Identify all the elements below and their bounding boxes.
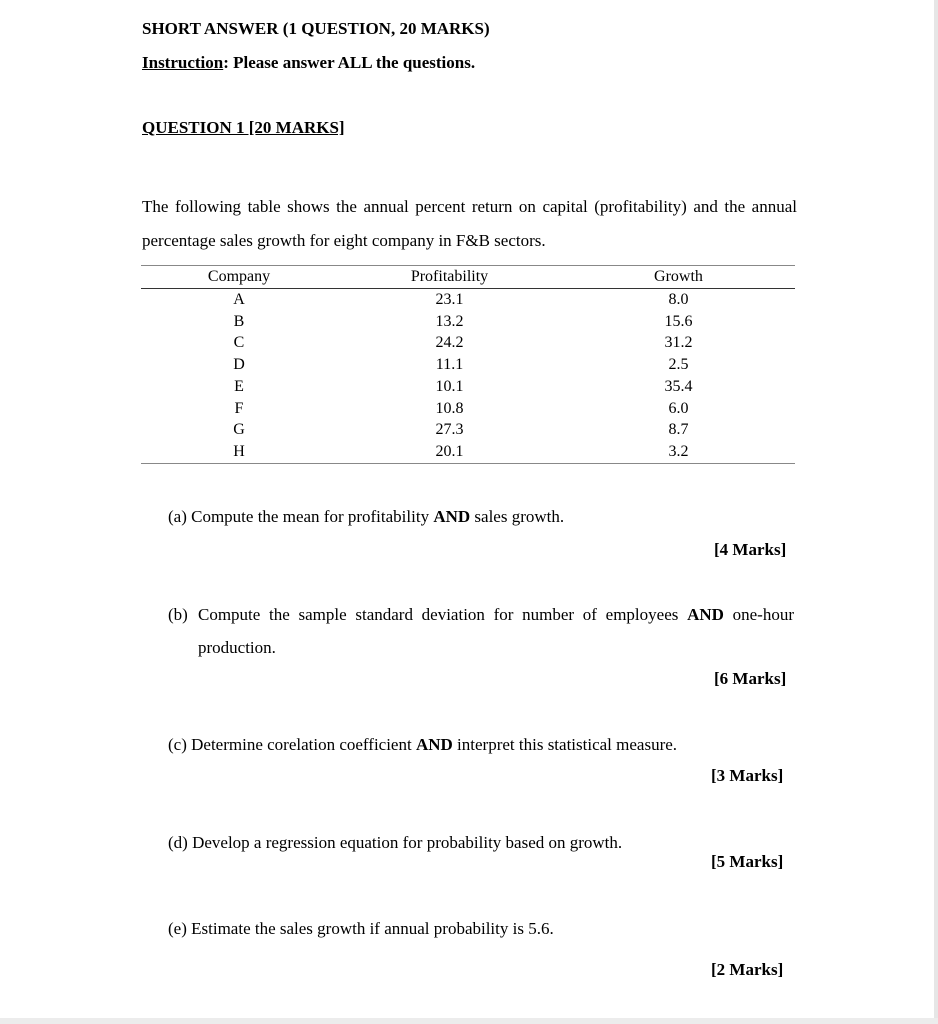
cell-profitability: 10.1 xyxy=(435,377,464,395)
column-header-company: Company xyxy=(141,266,337,289)
marks-a: [4 Marks] xyxy=(714,540,787,559)
cell-growth: 2.5 xyxy=(668,356,689,374)
cell-profitability: 24.2 xyxy=(435,334,464,352)
table-row xyxy=(141,311,795,333)
table-row xyxy=(141,289,795,311)
question-d xyxy=(168,826,728,859)
page-edge-right xyxy=(934,0,938,1024)
cell-profitability: 23.1 xyxy=(435,291,464,308)
column-header-growth: Growth xyxy=(562,266,795,289)
cell-growth: 31.2 xyxy=(664,334,693,352)
intro-paragraph xyxy=(142,190,797,258)
question-a-bold: AND xyxy=(433,507,471,526)
cell-company: G xyxy=(233,421,245,439)
table-row xyxy=(141,441,795,463)
question-b-body xyxy=(168,598,794,664)
question-c-text-after: interpret this statistical measure. xyxy=(452,735,678,754)
instruction-text: : Please answer ALL the questions. xyxy=(223,53,476,72)
question-heading: QUESTION 1 [20 MARKS] xyxy=(142,118,345,137)
cell-growth: 6.0 xyxy=(668,399,689,417)
question-a-text: Compute the mean for profitability xyxy=(191,507,434,526)
marks-e: [2 Marks] xyxy=(711,960,784,979)
cell-company: F xyxy=(234,399,244,417)
table-row xyxy=(141,376,795,398)
cell-company: B xyxy=(233,312,245,330)
cell-growth: 8.7 xyxy=(668,421,689,439)
question-b xyxy=(168,598,794,664)
question-c-bold: AND xyxy=(415,735,453,754)
question-a-text-after: sales growth. xyxy=(470,507,565,526)
cell-company: C xyxy=(233,334,245,352)
marks-c: [3 Marks] xyxy=(711,766,784,785)
cell-growth: 3.2 xyxy=(562,441,795,463)
cell-company: H xyxy=(141,441,337,463)
cell-profitability: 13.2 xyxy=(435,312,464,330)
section-title: SHORT ANSWER (1 QUESTION, 20 MARKS) xyxy=(142,19,490,38)
question-e-text: Estimate the sales growth if annual probability is 5.6. xyxy=(191,919,554,938)
cell-profitability: 20.1 xyxy=(337,441,562,463)
instruction-label: Instruction xyxy=(142,53,224,72)
page-edge-bottom xyxy=(0,1018,938,1024)
cell-growth: 8.0 xyxy=(668,291,689,308)
table-row xyxy=(141,354,795,376)
question-e xyxy=(168,912,728,945)
cell-profitability: 27.3 xyxy=(435,421,464,439)
table-row xyxy=(141,332,795,354)
data-table xyxy=(141,265,795,464)
question-b-label: (b) xyxy=(168,605,188,624)
marks-b: [6 Marks] xyxy=(714,669,787,688)
column-header-profitability: Profitability xyxy=(337,266,562,289)
cell-growth: 15.6 xyxy=(664,312,693,330)
table-header-row xyxy=(141,266,795,289)
table-row xyxy=(141,419,795,441)
cell-company: D xyxy=(233,356,245,374)
question-a xyxy=(168,500,788,533)
cell-company: A xyxy=(233,291,245,308)
cell-profitability: 11.1 xyxy=(435,356,464,374)
instruction-line xyxy=(142,53,475,73)
question-d-label: (d) xyxy=(168,833,188,852)
cell-growth: 35.4 xyxy=(664,377,693,395)
question-c-label: (c) xyxy=(168,735,187,754)
question-a-label: (a) xyxy=(168,507,187,526)
question-b-content xyxy=(198,598,794,664)
question-b-text: Compute the sample standard deviation for number of employees xyxy=(198,605,688,624)
cell-profitability: 10.8 xyxy=(435,399,464,417)
intro-text: The following table shows the annual percent return on capital (profitability) and the annual percentage sales growth for eight company in F&B sectors. xyxy=(142,197,797,250)
question-c xyxy=(168,728,788,761)
question-e-label: (e) xyxy=(168,919,187,938)
cell-company: E xyxy=(234,377,244,395)
question-b-text-after: one-hour production. xyxy=(198,605,794,657)
table-row xyxy=(141,398,795,420)
question-d-text: Develop a regression equation for probability based on growth. xyxy=(192,833,623,852)
marks-d: [5 Marks] xyxy=(711,852,784,871)
question-c-text: Determine corelation coefficient xyxy=(191,735,416,754)
question-b-bold: AND xyxy=(687,605,724,624)
